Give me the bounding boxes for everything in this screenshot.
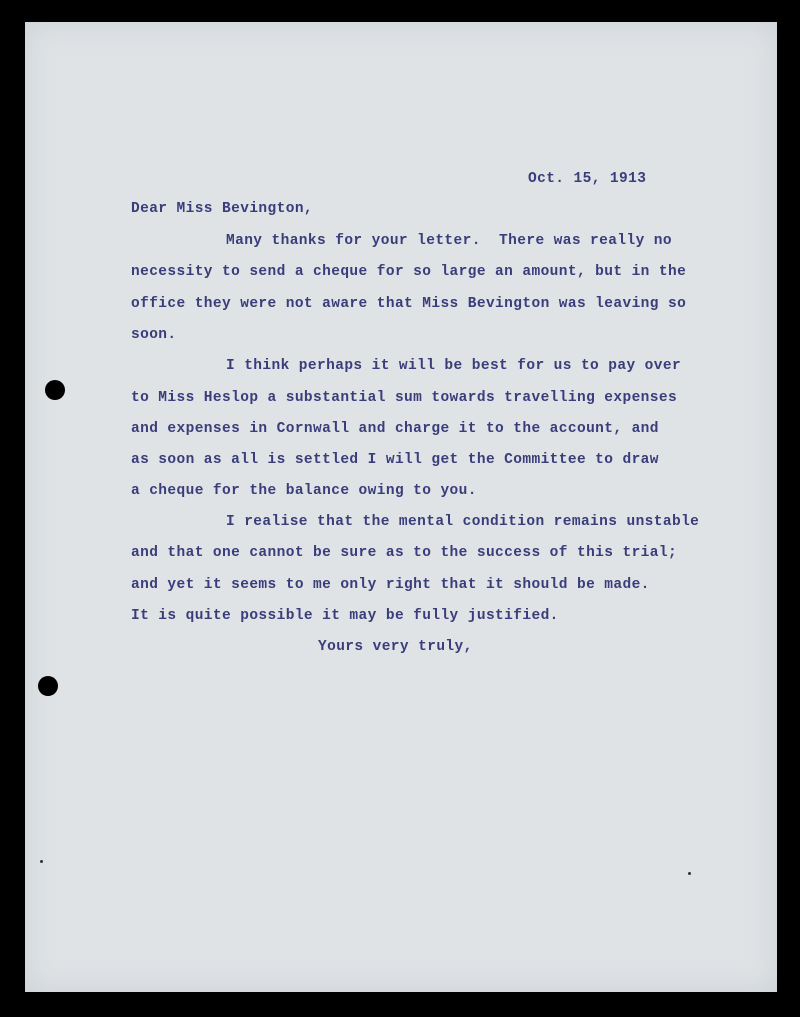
body-line: to Miss Heslop a substantial sum towards travelling expenses — [131, 390, 678, 406]
body-line: office they were not aware that Miss Bevington was leaving so — [131, 296, 687, 312]
letter-salutation: Dear Miss Bevington, — [131, 201, 314, 217]
body-line: I think perhaps it will be best for us to pay over — [226, 358, 682, 374]
letter-date: Oct. 15, 1913 — [528, 171, 647, 187]
body-line: and that one cannot be sure as to the success of this trial; — [131, 545, 678, 561]
body-line: and expenses in Cornwall and charge it to the account, and — [131, 421, 659, 437]
punch-hole-top — [45, 380, 65, 400]
body-line: as soon as all is settled I will get the Committee to draw — [131, 452, 659, 468]
body-line: Many thanks for your letter. There was really no — [226, 233, 672, 249]
body-line: I realise that the mental condition remains unstable — [226, 514, 700, 530]
paper-speck — [688, 872, 691, 875]
paper-speck — [40, 860, 43, 863]
body-line: necessity to send a cheque for so large an amount, but in the — [131, 264, 687, 280]
punch-hole-bottom — [38, 676, 58, 696]
body-line: It is quite possible it may be fully justified. — [131, 608, 559, 624]
body-line: and yet it seems to me only right that it should be made. — [131, 577, 650, 593]
body-line: soon. — [131, 327, 177, 343]
body-line: a cheque for the balance owing to you. — [131, 483, 477, 499]
letter-page — [25, 22, 777, 992]
letter-closing: Yours very truly, — [318, 639, 473, 655]
